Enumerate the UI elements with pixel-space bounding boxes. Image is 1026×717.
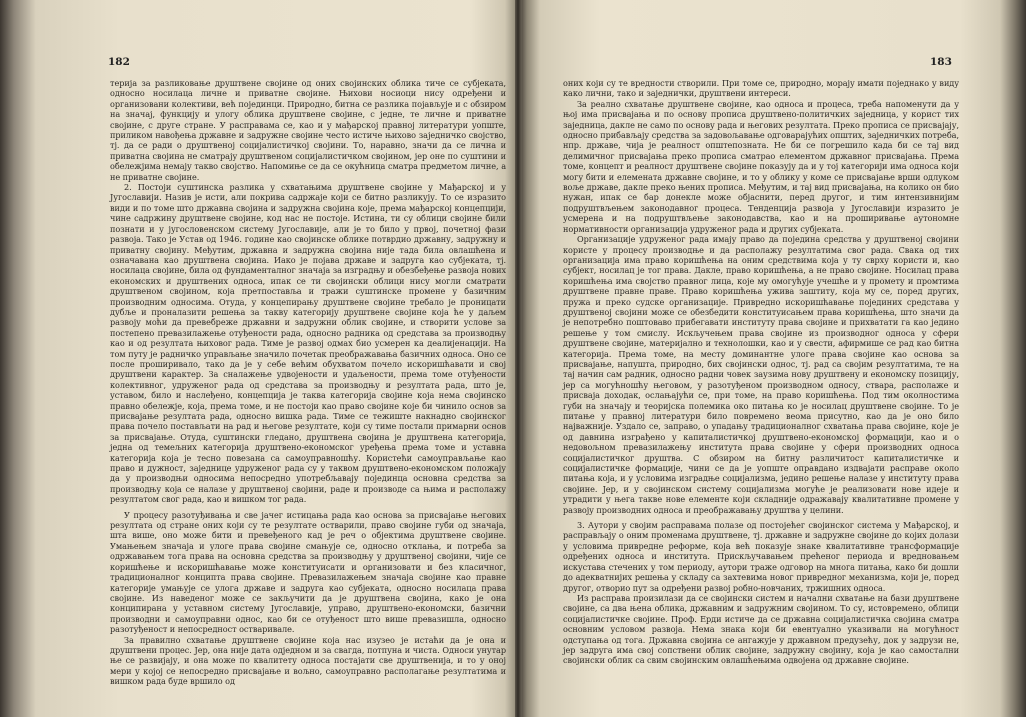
page-number: 183	[930, 56, 952, 68]
paragraph: оних који су те вредности створили. При томе се, природно, морају имати поједнако у виду како лични, тако и заједнички, друштвени интереси.	[563, 78, 959, 99]
paragraph: За реално схватање друштвене својине, као односа и процеса, треба напоменути да у њој има присвајања и по основу прописа друштвено-политичких заједница, у корист тих заједница, дакле не само по основу рада и његових резултата. Преко прописа се присвајају, односно прибављају средства за задовољавање одговарајућих општих, заједничких потреба, нпр. државе, чија је реалност општепознатa. Не би се погрешило када би се тај вид делимичног присвајања преко прописа сматрао елементом државног присвајања. Према томе, концепт и реалност друштвене својине показују да и у тој категорији има односа који могу бити и елемената државне својине, и то у облику у коме се присвајање врши одлуком воље државе, дакле преко њених прописа. Међутим, и тај вид присвајања, на колико он био нужан, ипак се бар донекле може објаснити, перед другог, и тим интензивнијим подруштвљењем законодавног процеса. Тенденција развоја у Југославији изразито је усмерена и на подруштвљење законодавства, као и на проширивање аутономне нормативности организација удруженог рада и других субјеката.	[563, 98, 959, 234]
paragraph: Организације удруженог рада имају право да поједина средства у друштвеној својини користе у процесу производње и да располажу резултатима свог рада. Свака од тих организација има право коришћења на оним средствима која у ту сврху користи и, као субјект, носилац је тог права. Дакле, право коришћења, а не право својине. Носилац права коришћења има својство правног лица, које му омогућује учешће и у промету и промтима друштвене правне праве. Право коришћења ужива заштиту, која му се, поред других, пружа и преко судске организације. Привредно искоришћавање појединих средстава у друштвеној својини може се обезбедити конституисањем права коришћења, што значи да је непотребно поштоваво прибегавати институту права својине и прихватати га као једино решење у том смислу. Искључењем права својине из производног односа у сфери друштвене својине, материјално и технолошки, као и у свести, афирмише се рад као битна категорија. Према томе, на месту доминантне улоге права својине као основа за присвајање, напушта, природно, бих својински однос, тј. рад са својим резултатима, те на тај начин сам радник, односно радни човек заузима нову друштвену и економску позицију, јер са могућношћу његовом, у разотуђеном производном односу, ствара, располаже и присваја доходак, ослањајући се, при томе, на право коришћења. Под тим околностима губи на значају и теоријска полемика око питања ко је носилац друштвене својине. То је питање у правној литератури било повремено веома присутно, као да је оно било најважније. Уздало се, заправо, о упадању традиционалног схватања права својине, које је од давнина изграђено у капиталистичкој друштвено-економској формацији, као и о недовољном превазилажењу института права својине у сфери производних односа социјалистичког друштва. С обзиром на битну различитост капиталистичке и социјалистичке формације, чини се да је уопште оправдано издвајати расправе около питања која, и у условима изградње социјализма, једино решење налазе у институту права својине. Јер, и у својинском систему социјализма могуће је реализовати нове идеје и утрадити у њега такве нове елементе који складније одражавају квалитативне промене у развоју производних односа и преображавању друштва у целини.	[563, 234, 959, 515]
paragraph: терија за разликовање друштвене својине од оних својинских облика тиче се субјеката, односно носилаца личне и приватне својине. Њихови носиоци нису одређени и организовани колективи, већ појединци. Природно, битна се разлика појављује и с обзиром на значај, функцију и улогу облика друштвене својине, с једне, те личне и приватне својине, с друге стране. У расправама се, као и у мађарској правној литератури уопште, приликом навођења државне и задружне својине често истиче њихово заједничко својство, тј. да се ради о друштвеној социјалистичкој својини. То, наравно, значи да се лична и приватна својина не сматрају друштвеном социјалистичком својином, јер оне по суштини и обележјима немају такво својство. Напомиње се да се окућница сматра предметом личне, а не приватне својине.	[110, 78, 506, 182]
paragraph: У процесу разотуђивања и све јачег истицања рада као основа за присвајање његових резултата од стране оних који су те резултате остварили, право својине губи од значаја, штa више, оно може бити и превеђеногo кад је реч о објектима друштвене својине. Умањењем значаја и улоге права својине смањује се, односно отклања, и потреба за одржавањем тога права на основна средства за производњу у друштвеној својини, чије се коришћење и искоришћавање може конституисати и организовати и без класичног, традиционалног конципта права својине. Превазилажењем значаја својине као правне категорије умањује се улога државе и задруга као субјеката, односно носилаца права својине. Из наведеног може се закључити да је друштвена својина, како је она конципирана у уставном систему Југославије, управо, друштвено-економски, базични производни и самоуправни однос, као би се отуђеност што више превазишла, односно разотуђеност и непосредност остваривале.	[110, 509, 506, 635]
page-number: 182	[108, 56, 130, 68]
left-page-text	[110, 78, 506, 687]
paragraph: За правилно схватање друштвене својине која нас изузео је истаћи да је она и друштвени процес. Јер, она није дата одједном и за свагда, потпуна и чиста. Односи унутар ње се развијају, и она може по квалитету односа постајати све друштвенија, и то у оној мери у којој се непосредно присвајање и вољно, самоуправно располагање резултатима и вишком рада буде вршило од	[110, 634, 506, 687]
right-page-text	[563, 78, 959, 666]
paragraph: 3. Аутори у својим расправама полазе од постојећег својинског система у Мађарској, и расправљају о оним променама друштвене, тј. државне и задружне својине до којих долази у условима привредне реформе, која већ показује знаке квалитативне трансформације одређених односа и института. Прискључавањем прећеног периода и вредновањем искустава стечених у том периоду, аутори траже одговор на многа питања, како би дошли до адекватнијих решења у складу са захтевима новог привредног механизма, који је, поред другог, отворио пут за одређени развој робно-новчаних, тржишних односа.	[563, 520, 959, 593]
right-page	[521, 0, 1026, 717]
paragraph: 2. Постоји суштинска разлика у схватањима друштвене својине у Мађарској и у Југославији. Назив је исти, али покрива садржаје који се битно разликују. То се изразито види и по томе што државна својина и задружна својина које, према мађарској концепцији, чине садржину друштвене својине, код нас не постоје. Истина, ти су облици својине били познати и у југословенском систему Југославије, али је то било у првој, почетној фази развоја. Тако је Устав од 1946. године као својинске облике потврдио државну, задружну и приватну својину. Међутим, државна и задружна својина није тада била овлашћена и означавана као друштвена својина. Иако је појава државе и задруга као субјеката, тј. носилаца својине, била од фундаменталног значаја за изградњу и обезбеђење развоја нових економских и друштвених односа, ипак се ти својински облици нису могли сматрати друштвеном својином, која претпоставља и тражи суштинске промене у базичним производним односима. Отуда, у концепирању друштвене својине требало је проницати дубље и проналазити решења за такву категорију друштвене својине која ће у даљем развоју моћи да превебреже државни и задружни облик својине, и створити услове за постепено превазилажење отуђености рада, односно радника од средстава за производњу као и од резултата њиховог рада. Тиме је развој одмах био усмерен ка деалијенацији. На том путу је радничко управљање значило почетак преображавања базичних односа. Оно се после проширивало, тако да је у себе већим обухватом почело искоришћавати и свој друштвени карактер. За сналажење удвојености и удаљености, према томе отуђености колективног, удруженог рада од средстава за производњу и резултата рада, што је, уставом, било и наслеђено, концепција је таква категорија својине која нема својинско правно обележје, која, према томе, и не постоји као право својине које би чинило основ за присвајање резултата рада, односно вишка рада. Тиме се тежиште накнадно својинског права почело постављати на рад и његове резултате, који су тиме постали примарни основ за присвајање. Отуда, суштински гледано, друштвена својина је друштвена категорија, једна од темељних категорија друштвено-економског уређења према томе и уставна категорија која је тесно повезана са самоуправношћу. Користећи самоуправљање као право и дужност, заједнице удруженог рада су у таквом друштвено-економском положају да у производњи односима непосредно употребљавају појединца основна средства за производњу која се налазе у друштвеној својини, раде и производе са њима и располажу резултатом свог рада, као и вишком тог рада.	[110, 182, 506, 505]
paragraph: Из расправа произилази да се својински систем и начални схватање на бази друштвене својине, са два њена облика, државним и задружним својином. То су, истоврeмено, облици социјалистичке својине. Проф. Ерди истиче да се државна социјалистичка својина сматра основним условом развоја. Нема знака који би евентуално указивали на могућност одступања од тога. Државна својина се ангажује у државном предузећу, док у задрузи не, јер задруга има свој сопствени облик својине, задружну својину, која је као самостални својински облик са свим својинским овлашћењима одвојена од државне својине.	[563, 592, 959, 666]
